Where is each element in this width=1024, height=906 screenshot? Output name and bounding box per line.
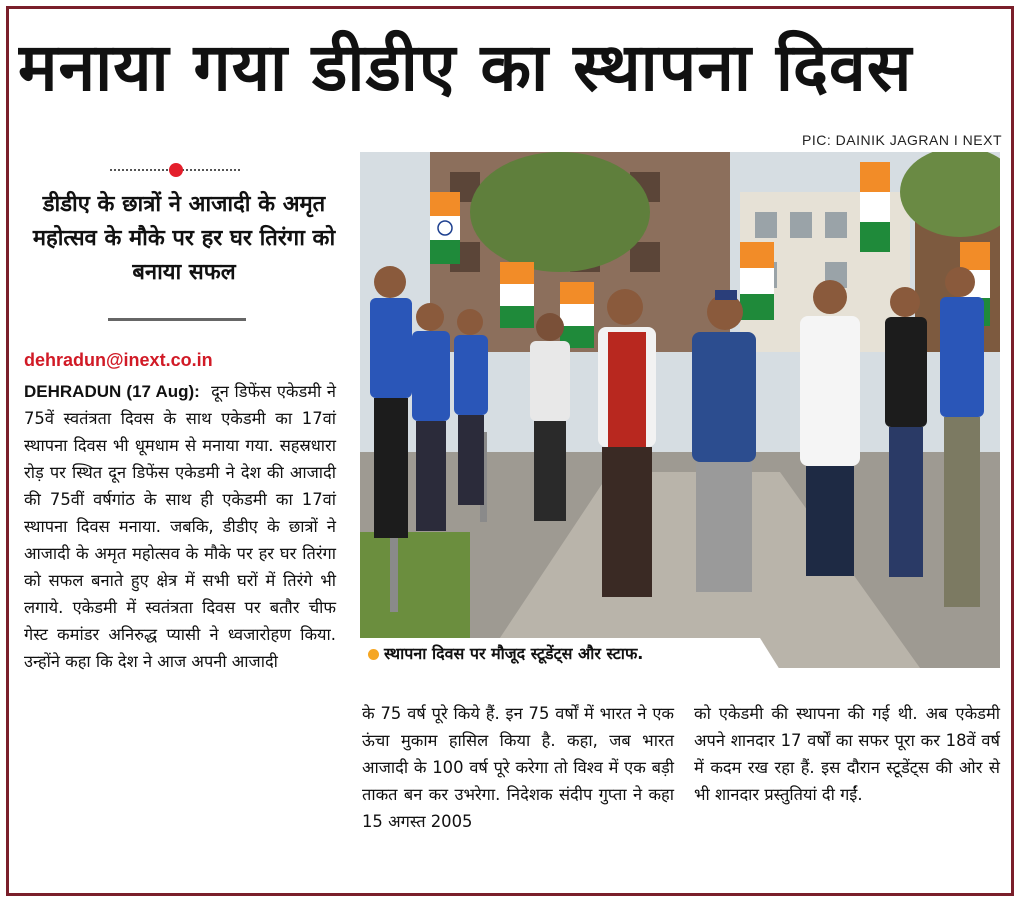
dateline: DEHRADUN (17 Aug):	[24, 382, 200, 401]
orange-dot-icon	[368, 649, 379, 660]
red-dot-icon	[169, 163, 183, 177]
article-column-3: को एकेडमी की स्थापना की गई थी. अब एकेडमी अपने शानदार 17 वर्षों का सफर पूरा कर 18वें वर्ष में कदम रख रहा हैं. इस दौरान स्टूडेंट्स की ओर से भी शानदार प्रस्तुतियां दी गईं.	[694, 704, 1000, 804]
news-photo	[360, 152, 1000, 668]
column-1-text: दून डिफेंस एकेडमी ने 75वें स्वतंत्रता दिवस के साथ एकेडमी का 17वां स्थापना दिवस भी धूमधाम से मनाया गया. सहस्रधारा रोड़ पर स्थित दून डिफेंस एकेडमी ने देश की आजादी की 75वीं वर्षगांठ के साथ ही एकेडमी का 17वां स्थापना दिवस मनाया. जबकि, डीडीए के छात्रों ने आजादी के अमृत महोत्सव के मौके पर हर घर तिरंगा को सफल बनाते हुए क्षेत्र में सभी घरों में तिरंगे भी लगाये. एकेडमी में स्वतंत्रता दिवस पर बतौर चीफ गेस्ट कमांडर अनिरुद्ध प्यासी ने ध्वजारोहण किया. उन्होंने कहा कि देश ने आज अपनी आजादी	[24, 382, 337, 671]
subhead-divider	[108, 318, 246, 321]
article-column-1	[24, 378, 336, 675]
photo-caption-bar	[360, 638, 780, 670]
subheadline: डीडीए के छात्रों ने आजादी के अमृत महोत्सव के मौके पर हर घर तिरंगा को बनाया सफल	[32, 192, 336, 285]
photo-credit: PIC: DAINIK JAGRAN I NEXT	[802, 132, 1002, 148]
headline: मनाया गया डीडीए का स्थापना दिवस	[18, 29, 913, 106]
photo-illustration	[360, 152, 1000, 668]
article-column-2: के 75 वर्ष पूरे किये हैं. इन 75 वर्षों में भारत ने एक ऊंचा मुकाम हासिल किया है. कहा, जब भारत आजादी के 100 वर्ष पूरे करेगा तो विश्व में एक बड़ी ताकत बन कर उभरेगा. निदेशक संदीप गुप्ता ने कहा 15 अगस्त 2005	[362, 704, 674, 831]
photo-caption: स्थापना दिवस पर मौजूद स्टूडेंट्स और स्टाफ.	[384, 644, 644, 663]
byline-email[interactable]: dehradun@inext.co.in	[24, 350, 213, 370]
